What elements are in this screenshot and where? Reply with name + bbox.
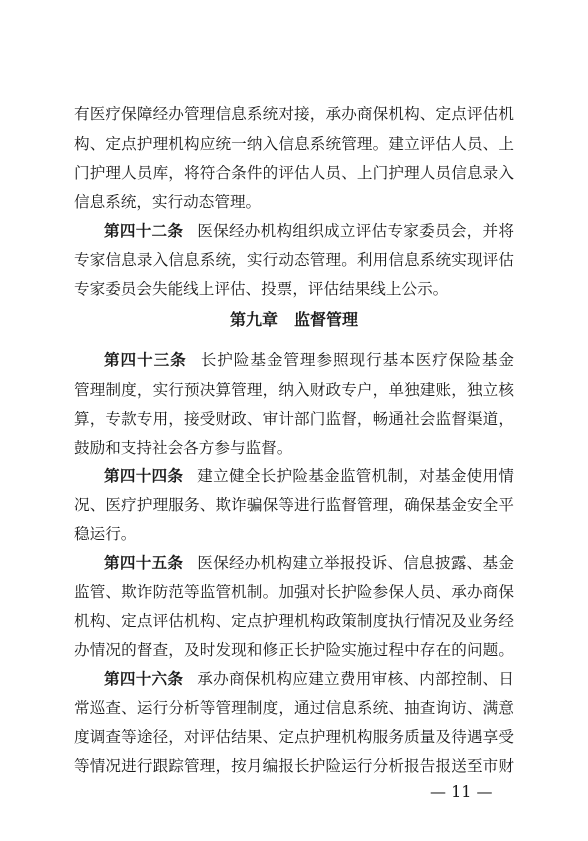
article-42-first-line	[104, 221, 514, 241]
article-text: 医保经办机构组织成立评估专家委员会，并将	[197, 222, 514, 240]
article-text: 建立健全长护险基金监管机制，对基金使用情	[197, 467, 514, 485]
paragraph-line: 构、定点护理机构应统一纳入信息系统管理。建立评估人员、上	[74, 135, 514, 153]
article-43-first-line	[104, 350, 514, 370]
article-label: 第四十五条	[104, 553, 184, 572]
chapter-number: 第九章	[229, 310, 278, 329]
article-text: 承办商保机构应建立费用审核、内部控制、日	[197, 670, 514, 688]
paragraph-line: 办情况的督查，及时发现和修正长护险实施过程中存在的问题。	[74, 641, 514, 659]
paragraph-line: 算，专款专用，接受财政、审计部门监督，畅通社会监督渠道，	[74, 410, 514, 428]
paragraph-line: 门护理人员库，将符合条件的评估人员、上门护理人员信息录入	[74, 164, 514, 182]
paragraph-line: 机构、定点评估机构、定点护理机构政策制度执行情况及业务经	[74, 612, 514, 630]
article-text: 长护险基金管理参照现行基本医疗保险基金	[200, 351, 514, 369]
paragraph-line: 稳运行。	[74, 525, 137, 543]
page-number: — 11 —	[430, 782, 493, 801]
article-text: 医保经办机构建立举报投诉、信息披露、基金	[197, 554, 514, 572]
paragraph-line: 鼓励和支持社会各方参与监督。	[74, 439, 293, 457]
paragraph-line: 等情况进行跟踪管理，按月编报长护险运行分析报告报送至市财	[74, 757, 514, 775]
article-44-first-line	[104, 466, 514, 486]
article-label: 第四十二条	[104, 221, 184, 240]
paragraph-line: 监管、欺诈防范等监管机制。加强对长护险参保人员、承办商保	[74, 583, 514, 601]
paragraph-line: 况、医疗护理服务、欺诈骗保等进行监督管理，确保基金安全平	[74, 496, 514, 514]
article-46-first-line	[104, 669, 514, 689]
paragraph-line: 度调查等途径，对评估结果、定点护理机构服务质量及待遇享受	[74, 728, 514, 746]
paragraph-line: 管理制度，实行预决算管理，纳入财政专户，单独建账，独立核	[74, 381, 514, 399]
article-label: 第四十三条	[104, 350, 187, 369]
chapter-heading	[0, 310, 588, 330]
paragraph-line: 专家委员会失能线上评估、投票，评估结果线上公示。	[74, 280, 449, 298]
paragraph-line: 专家信息录入信息系统，实行动态管理。利用信息系统实现评估	[74, 251, 514, 269]
article-45-first-line	[104, 553, 514, 573]
paragraph-line: 信息系统，实行动态管理。	[74, 193, 262, 211]
article-label: 第四十六条	[104, 669, 184, 688]
paragraph-line: 常巡查、运行分析等管理制度，通过信息系统、抽查询访、满意	[74, 699, 514, 717]
chapter-title: 监督管理	[294, 310, 359, 329]
paragraph-line: 有医疗保障经办管理信息系统对接，承办商保机构、定点评估机	[74, 105, 514, 123]
article-label: 第四十四条	[104, 466, 184, 485]
